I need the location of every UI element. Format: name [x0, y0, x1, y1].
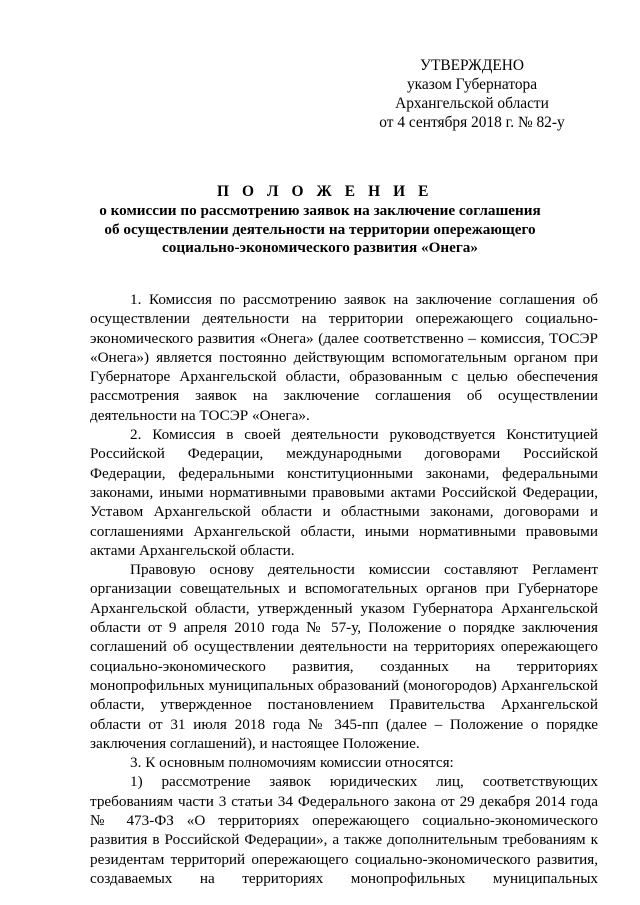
title-subtitle-line: социально-экономического развития «Онега»: [162, 239, 478, 257]
title-main: П О Л О Ж Е Н И Е: [216, 183, 434, 200]
paragraph-legal-basis: Правовую основу деятельности комиссии составляют Регламент организации совещательных и вспомогательных органов при Губернаторе Архангельской области, утвержденный указом Губернатора Архангельской области от 9 апреля 2010 года № 57-у, Положение о порядке заключения соглашений об осуществлении деятельности на территориях опережающего социально-экономического развития, созданных на территориях монопрофильных муниципальных образований (моногородов) Архангельской области, утвержденное постановлением Правительства Архангельской области от 31 июля 2018 года № 345-пп (далее – Положение о порядке заключения соглашений), и настоящее Положение.: [90, 561, 598, 752]
title-subtitle-line: о комиссии по рассмотрению заявок на заключение соглашения: [99, 202, 541, 219]
approval-line: Архангельской области: [395, 95, 549, 112]
paragraph-2: 2. Комиссия в своей деятельности руководствуется Конституцией Российской Федерации, международными договорами Российской Федерации, федеральными конституционными законами, федеральными законами, иными нормативными правовыми актами Российской Федерации, Уставом Архангельской области и областными законами, договорами и соглашениями Архангельской области, иными нормативными правовыми актами Архангельской области.: [90, 426, 598, 559]
approval-line: от 4 сентября 2018 г. № 82-у: [379, 114, 565, 131]
paragraph-3-item-1: 1) рассмотрение заявок юридических лиц, соответствующих требованиям части 3 статьи 34 Федерального закона от 29 декабря 2014 года № 473-ФЗ «О территориях опережающего социально-экономического развития в Российской Федерации», а также дополнительным требованиям к резидентам территорий опережающего социально-экономического развития, создаваемых на территориях монопрофильных муниципальных: [90, 773, 598, 887]
paragraph-3: 3. К основным полномочиям комиссии относятся:: [130, 754, 454, 772]
approval-stamp: [360, 56, 584, 132]
title-subtitle-line: об осуществлении деятельности на территории опережающего: [104, 220, 536, 238]
approval-line: указом Губернатора: [406, 76, 538, 93]
document-title: [70, 182, 570, 258]
approval-line: УТВЕРЖДЕНО: [420, 57, 524, 74]
paragraph-1: 1. Комиссия по рассмотрению заявок на заключение соглашения об осуществлении деятельности на территории опережающего социально-экономического развития «Онега» (далее соответственно – комиссия, ТОСЭР «Онега») является постоянно действующим вспомогательным органом при Губернаторе Архангельской области, образованным с целью обеспечения рассмотрения заявок на заключение соглашения об осуществлении деятельности на ТОСЭР «Онега».: [90, 291, 598, 424]
document-body: [90, 290, 598, 888]
